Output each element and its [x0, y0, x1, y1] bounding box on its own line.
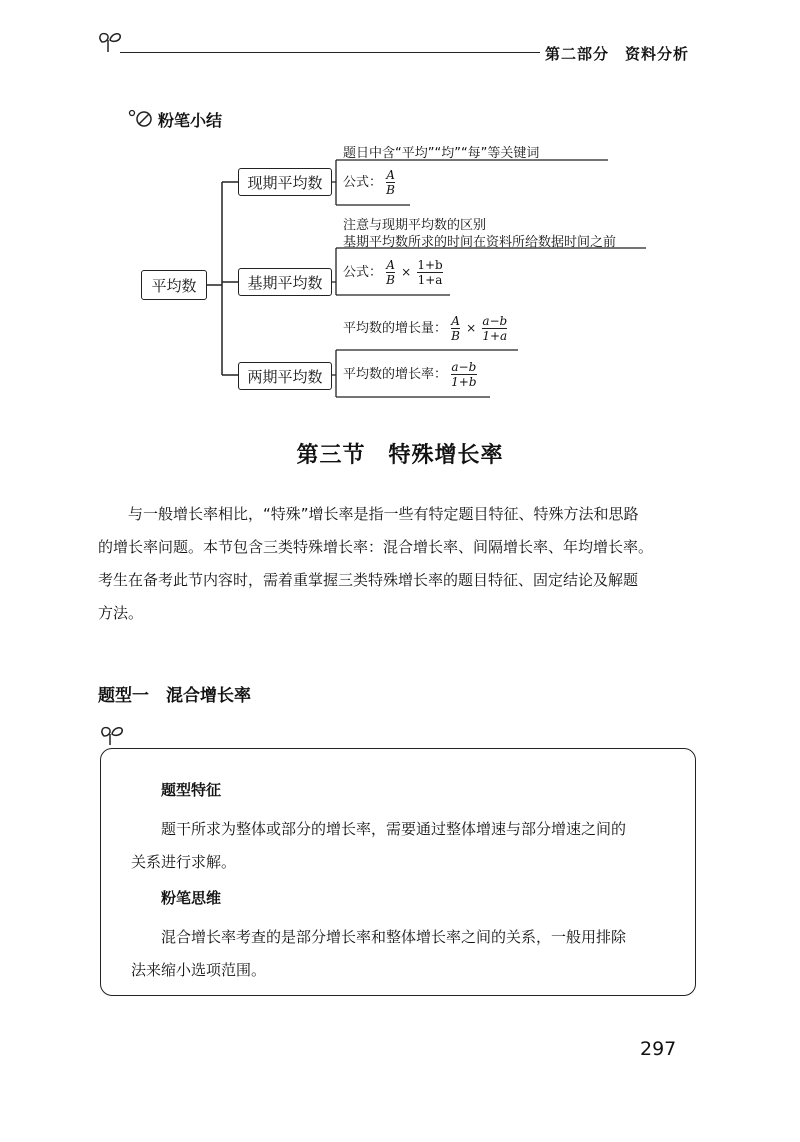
fraction-numerator: A — [386, 258, 395, 272]
intro-line: 方法。 — [98, 604, 144, 622]
fraction-a-over-b — [386, 168, 395, 197]
multiply-sign: × — [466, 321, 477, 335]
type1-callout-box — [100, 748, 696, 996]
fraction-denominator: B — [451, 329, 460, 343]
feature-line: 题干所求为整体或部分的增长率，需要通过整体增速与部分增速之间的 — [161, 820, 627, 838]
fraction-denominator: 1+a — [417, 273, 443, 287]
mindmap-branch-two-period-average — [238, 362, 332, 390]
section-title: 第三节 特殊增长率 — [296, 443, 504, 468]
fraction-numerator: a−b — [451, 360, 477, 374]
fraction-growth-ratio — [417, 258, 442, 287]
fraction-a-over-b — [386, 258, 395, 287]
branch1-formula — [343, 168, 395, 197]
fraction-denominator: 1+a — [482, 329, 508, 343]
intro-line: 考生在备考此节内容时，需着重掌握三类特殊增长率的题目特征、固定结论及解题 — [98, 571, 639, 589]
thinking-line: 混合增长率考查的是部分增长率和整体增长率之间的关系，一般用排除 — [161, 928, 627, 946]
fraction-numerator: A — [386, 168, 395, 182]
branch3-label: 两期平均数 — [247, 367, 323, 386]
branch3-increment-prefix: 平均数的增长量： — [343, 321, 448, 336]
sprout-icon — [98, 724, 128, 746]
branch1-note: 题日中含“平均”“均”“每”等关键词 — [343, 146, 540, 161]
fraction-rate-diff — [482, 314, 507, 343]
branch2-label: 基期平均数 — [247, 273, 323, 292]
feature-line: 关系进行求解。 — [131, 853, 237, 871]
branch2-formula — [343, 258, 443, 287]
page-number: 297 — [640, 1038, 677, 1060]
summary-title: 粉笔小结 — [158, 111, 223, 130]
thinking-label: 粉笔思维 — [161, 889, 222, 907]
branch3-rate — [343, 360, 477, 389]
fraction-denominator: B — [386, 183, 395, 197]
mindmap-branch-current-average — [238, 168, 332, 196]
intro-line: 的增长率问题。本节包含三类特殊增长率：混合增长率、间隔增长率、年均增长率。 — [98, 538, 654, 556]
fraction-denominator: B — [386, 273, 395, 287]
branch2-note-line1: 注意与现期平均数的区别 — [343, 218, 487, 233]
multiply-sign: × — [401, 265, 412, 279]
fraction-numerator: 1+b — [417, 258, 443, 272]
fraction-rate — [451, 360, 476, 389]
intro-paragraph — [98, 498, 698, 630]
mindmap-branch-base-average — [238, 268, 332, 296]
branch1-formula-prefix: 公式： — [343, 175, 383, 190]
intro-line: 与一般增长率相比，“特殊”增长率是指一些有特定题目特征、特殊方法和思路 — [128, 505, 639, 523]
branch2-note-line2: 基期平均数所求的时间在资料所给数据时间之前 — [343, 235, 617, 250]
branch3-increment — [343, 314, 507, 343]
branch2-formula-prefix: 公式： — [343, 265, 383, 280]
mindmap-root-average — [141, 270, 207, 300]
mindmap-root-label: 平均数 — [151, 276, 197, 295]
thinking-line: 法来缩小选项范围。 — [131, 961, 267, 979]
mindmap-connectors — [0, 0, 800, 420]
thinking-text — [131, 921, 671, 987]
branch1-label: 现期平均数 — [247, 173, 323, 192]
branch3-rate-prefix: 平均数的增长率： — [343, 367, 448, 382]
header-section-label: 第二部分 资料分析 — [545, 45, 690, 63]
type1-title: 题型一 混合增长率 — [98, 686, 251, 706]
fraction-a-over-b — [451, 314, 460, 343]
feature-label: 题型特征 — [161, 781, 222, 799]
fraction-numerator: A — [451, 314, 460, 328]
fraction-denominator: 1+b — [451, 375, 477, 389]
feature-text — [131, 813, 671, 879]
fraction-numerator: a−b — [482, 314, 508, 328]
